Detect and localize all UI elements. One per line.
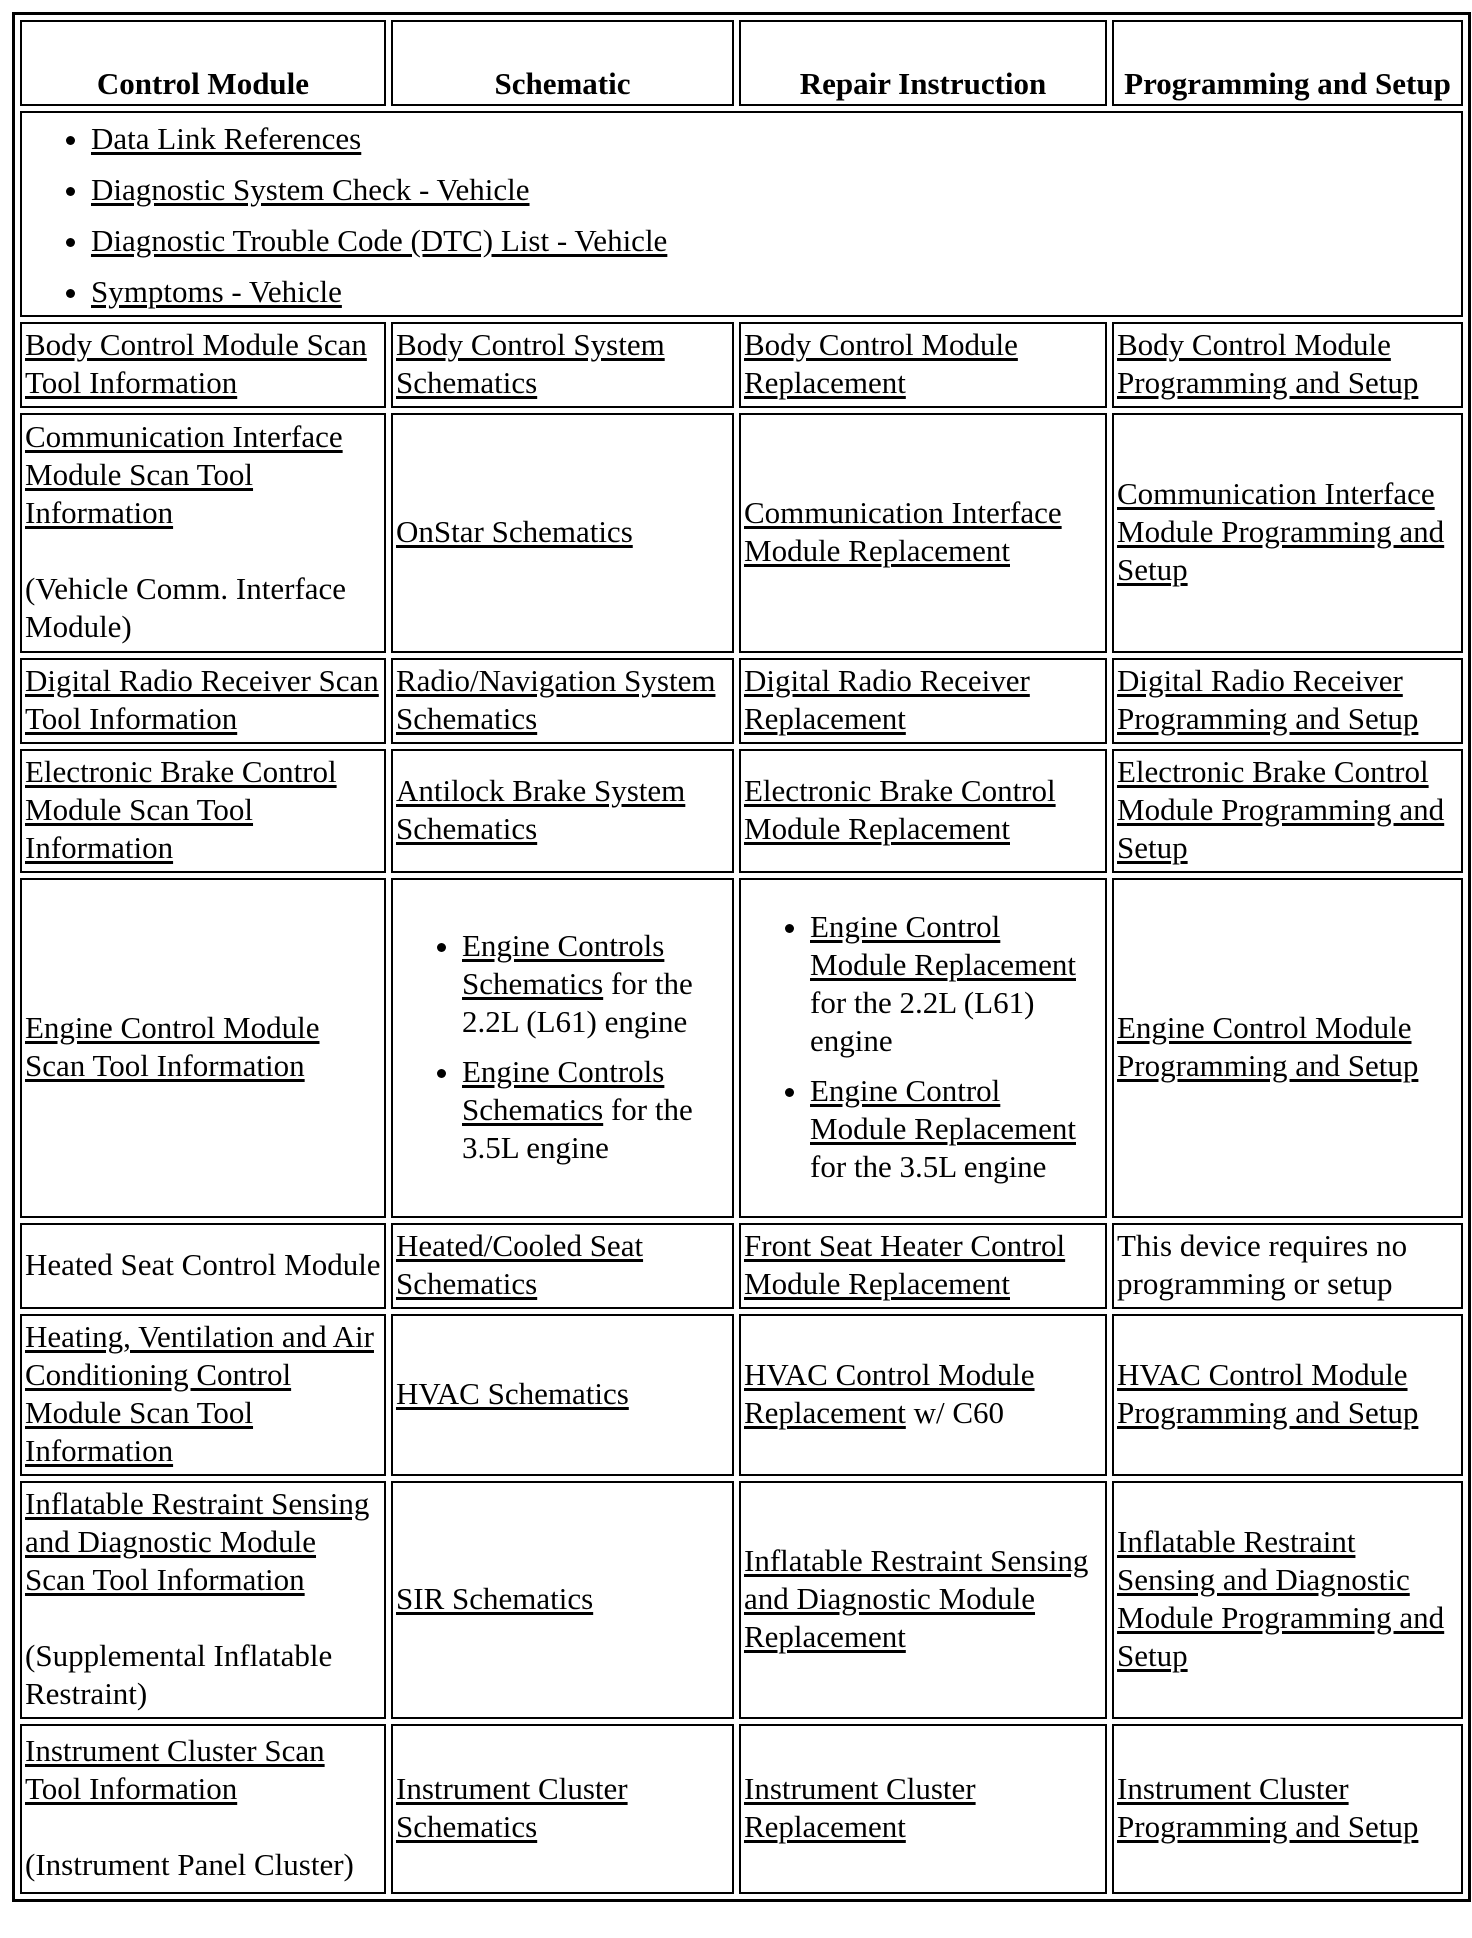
link-suffix: w/ C60 (905, 1395, 1004, 1430)
seat-heater-replacement-link[interactable]: Front Seat Heater Control Module Replacement (744, 1228, 1066, 1301)
header-schematic: Schematic (391, 20, 734, 106)
ipc-programming-link[interactable]: Instrument Cluster Programming and Setup (1117, 1771, 1419, 1844)
table-row (20, 878, 1463, 1218)
module-cell (20, 658, 386, 744)
schematic-cell (391, 1481, 734, 1719)
schematic-cell (391, 322, 734, 408)
module-cell (20, 1481, 386, 1719)
list-item (91, 171, 1458, 209)
table-row (20, 1481, 1463, 1719)
dtc-list-link[interactable]: Diagnostic Trouble Code (DTC) List - Vehicle (91, 222, 668, 258)
programming-cell (1112, 1314, 1463, 1476)
programming-cell: This device requires no programming or setup (1112, 1223, 1463, 1309)
list-item (810, 1072, 1102, 1186)
table-row (20, 1314, 1463, 1476)
schematic-cell (391, 413, 734, 653)
ipc-replacement-link[interactable]: Instrument Cluster Replacement (744, 1771, 976, 1844)
seat-schematic-link[interactable]: Heated/Cooled Seat Schematics (396, 1228, 644, 1301)
table-row (20, 1223, 1463, 1309)
list-item (91, 120, 1458, 158)
bcm-replacement-link[interactable]: Body Control Module Replacement (744, 327, 1018, 400)
link-suffix: for the 3.5L engine (462, 1092, 693, 1165)
abs-schematic-link[interactable]: Antilock Brake System Schematics (396, 773, 686, 846)
bcm-programming-link[interactable]: Body Control Module Programming and Setup (1117, 327, 1419, 400)
link-suffix: for the 3.5L engine (810, 1149, 1047, 1184)
ecm-programming-link[interactable]: Engine Control Module Programming and Setup (1117, 1010, 1419, 1083)
references-cell (20, 111, 1463, 317)
repair-cell (739, 322, 1107, 408)
module-cell (20, 749, 386, 873)
data-link-references-link[interactable]: Data Link References (91, 120, 362, 156)
hvac-programming-link[interactable]: HVAC Control Module Programming and Setup (1117, 1357, 1419, 1430)
schematic-cell (391, 749, 734, 873)
programming-cell (1112, 878, 1463, 1218)
ecm-scan-tool-link[interactable]: Engine Control Module Scan Tool Information (25, 1010, 320, 1083)
table-row (20, 658, 1463, 744)
references-list (25, 120, 1458, 311)
sdm-programming-link[interactable]: Inflatable Restraint Sensing and Diagnostic Module Programming and Setup (1117, 1524, 1445, 1673)
ecm-schematic-list (396, 927, 729, 1167)
link-suffix: for the 2.2L (L61) engine (462, 966, 693, 1039)
symptoms-link[interactable]: Symptoms - Vehicle (91, 273, 342, 309)
hvac-replacement-link[interactable]: HVAC Control Module Replacement (744, 1357, 1035, 1430)
repair-cell (739, 413, 1107, 653)
repair-cell (739, 1724, 1107, 1894)
module-cell (20, 878, 386, 1218)
module-table (12, 12, 1471, 1902)
module-cell (20, 1724, 386, 1894)
programming-cell (1112, 658, 1463, 744)
repair-cell (739, 878, 1107, 1218)
ecm-schematic-link-3-5l[interactable]: Engine Controls Schematics (462, 1054, 665, 1127)
cim-scan-tool-link[interactable]: Communication Interface Module Scan Tool Information (25, 419, 343, 530)
ecm-schematic-link-2-2l[interactable]: Engine Controls Schematics (462, 928, 665, 1001)
radio-nav-schematic-link[interactable]: Radio/Navigation System Schematics (396, 663, 716, 736)
bcm-scan-tool-link[interactable]: Body Control Module Scan Tool Information (25, 327, 367, 400)
drr-scan-tool-link[interactable]: Digital Radio Receiver Scan Tool Information (25, 663, 379, 736)
repair-cell (739, 1314, 1107, 1476)
list-item (462, 927, 729, 1041)
ecm-repair-list (744, 908, 1102, 1186)
list-item (91, 222, 1458, 260)
programming-cell (1112, 1481, 1463, 1719)
schematic-cell (391, 658, 734, 744)
header-programming-setup: Programming and Setup (1112, 20, 1463, 106)
repair-cell (739, 1481, 1107, 1719)
module-note: (Vehicle Comm. Interface Module) (25, 571, 347, 644)
ebcm-replacement-link[interactable]: Electronic Brake Control Module Replacement (744, 773, 1056, 846)
schematic-cell (391, 1223, 734, 1309)
references-row (20, 111, 1463, 317)
list-item (91, 273, 1458, 311)
ecm-replacement-link-3-5l[interactable]: Engine Control Module Replacement (810, 1073, 1076, 1146)
repair-cell (739, 658, 1107, 744)
module-note: (Supplemental Inflatable Restraint) (25, 1638, 333, 1711)
table-row (20, 413, 1463, 653)
diagnostic-system-check-link[interactable]: Diagnostic System Check - Vehicle (91, 171, 530, 207)
ipc-schematic-link[interactable]: Instrument Cluster Schematics (396, 1771, 628, 1844)
header-control-module: Control Module (20, 20, 386, 106)
list-item (462, 1053, 729, 1167)
repair-cell (739, 1223, 1107, 1309)
drr-replacement-link[interactable]: Digital Radio Receiver Replacement (744, 663, 1030, 736)
cim-programming-link[interactable]: Communication Interface Module Programming and Setup (1117, 476, 1445, 587)
module-cell: Heated Seat Control Module (20, 1223, 386, 1309)
table-row (20, 749, 1463, 873)
bcm-schematic-link[interactable]: Body Control System Schematics (396, 327, 665, 400)
schematic-cell (391, 1724, 734, 1894)
programming-cell (1112, 322, 1463, 408)
cim-replacement-link[interactable]: Communication Interface Module Replacement (744, 495, 1062, 568)
module-note: (Instrument Panel Cluster) (25, 1847, 354, 1882)
module-cell (20, 413, 386, 653)
schematic-cell (391, 1314, 734, 1476)
header-row (20, 20, 1463, 106)
table-row (20, 322, 1463, 408)
control-module-reference-table (12, 12, 1460, 1902)
module-cell (20, 1314, 386, 1476)
onstar-schematic-link[interactable]: OnStar Schematics (396, 514, 633, 549)
hvac-schematic-link[interactable]: HVAC Schematics (396, 1376, 629, 1411)
module-cell (20, 322, 386, 408)
list-item (810, 908, 1102, 1060)
programming-cell (1112, 413, 1463, 653)
header-repair-instruction: Repair Instruction (739, 20, 1107, 106)
table-row (20, 1724, 1463, 1894)
programming-cell (1112, 749, 1463, 873)
ipc-scan-tool-link[interactable]: Instrument Cluster Scan Tool Information (25, 1733, 325, 1806)
sir-schematic-link[interactable]: SIR Schematics (396, 1581, 594, 1616)
ebcm-scan-tool-link[interactable]: Electronic Brake Control Module Scan Tool Information (25, 754, 337, 865)
schematic-cell (391, 878, 734, 1218)
sdm-replacement-link[interactable]: Inflatable Restraint Sensing and Diagnostic Module Replacement (744, 1543, 1089, 1654)
ecm-replacement-link-2-2l[interactable]: Engine Control Module Replacement (810, 909, 1076, 982)
programming-cell (1112, 1724, 1463, 1894)
link-suffix: for the 2.2L (L61) engine (810, 985, 1035, 1058)
ebcm-programming-link[interactable]: Electronic Brake Control Module Programming and Setup (1117, 754, 1445, 865)
repair-cell (739, 749, 1107, 873)
drr-programming-link[interactable]: Digital Radio Receiver Programming and Setup (1117, 663, 1419, 736)
hvac-scan-tool-link[interactable]: Heating, Ventilation and Air Conditioning Control Module Scan Tool Information (25, 1319, 374, 1468)
sdm-scan-tool-link[interactable]: Inflatable Restraint Sensing and Diagnostic Module Scan Tool Information (25, 1486, 370, 1597)
